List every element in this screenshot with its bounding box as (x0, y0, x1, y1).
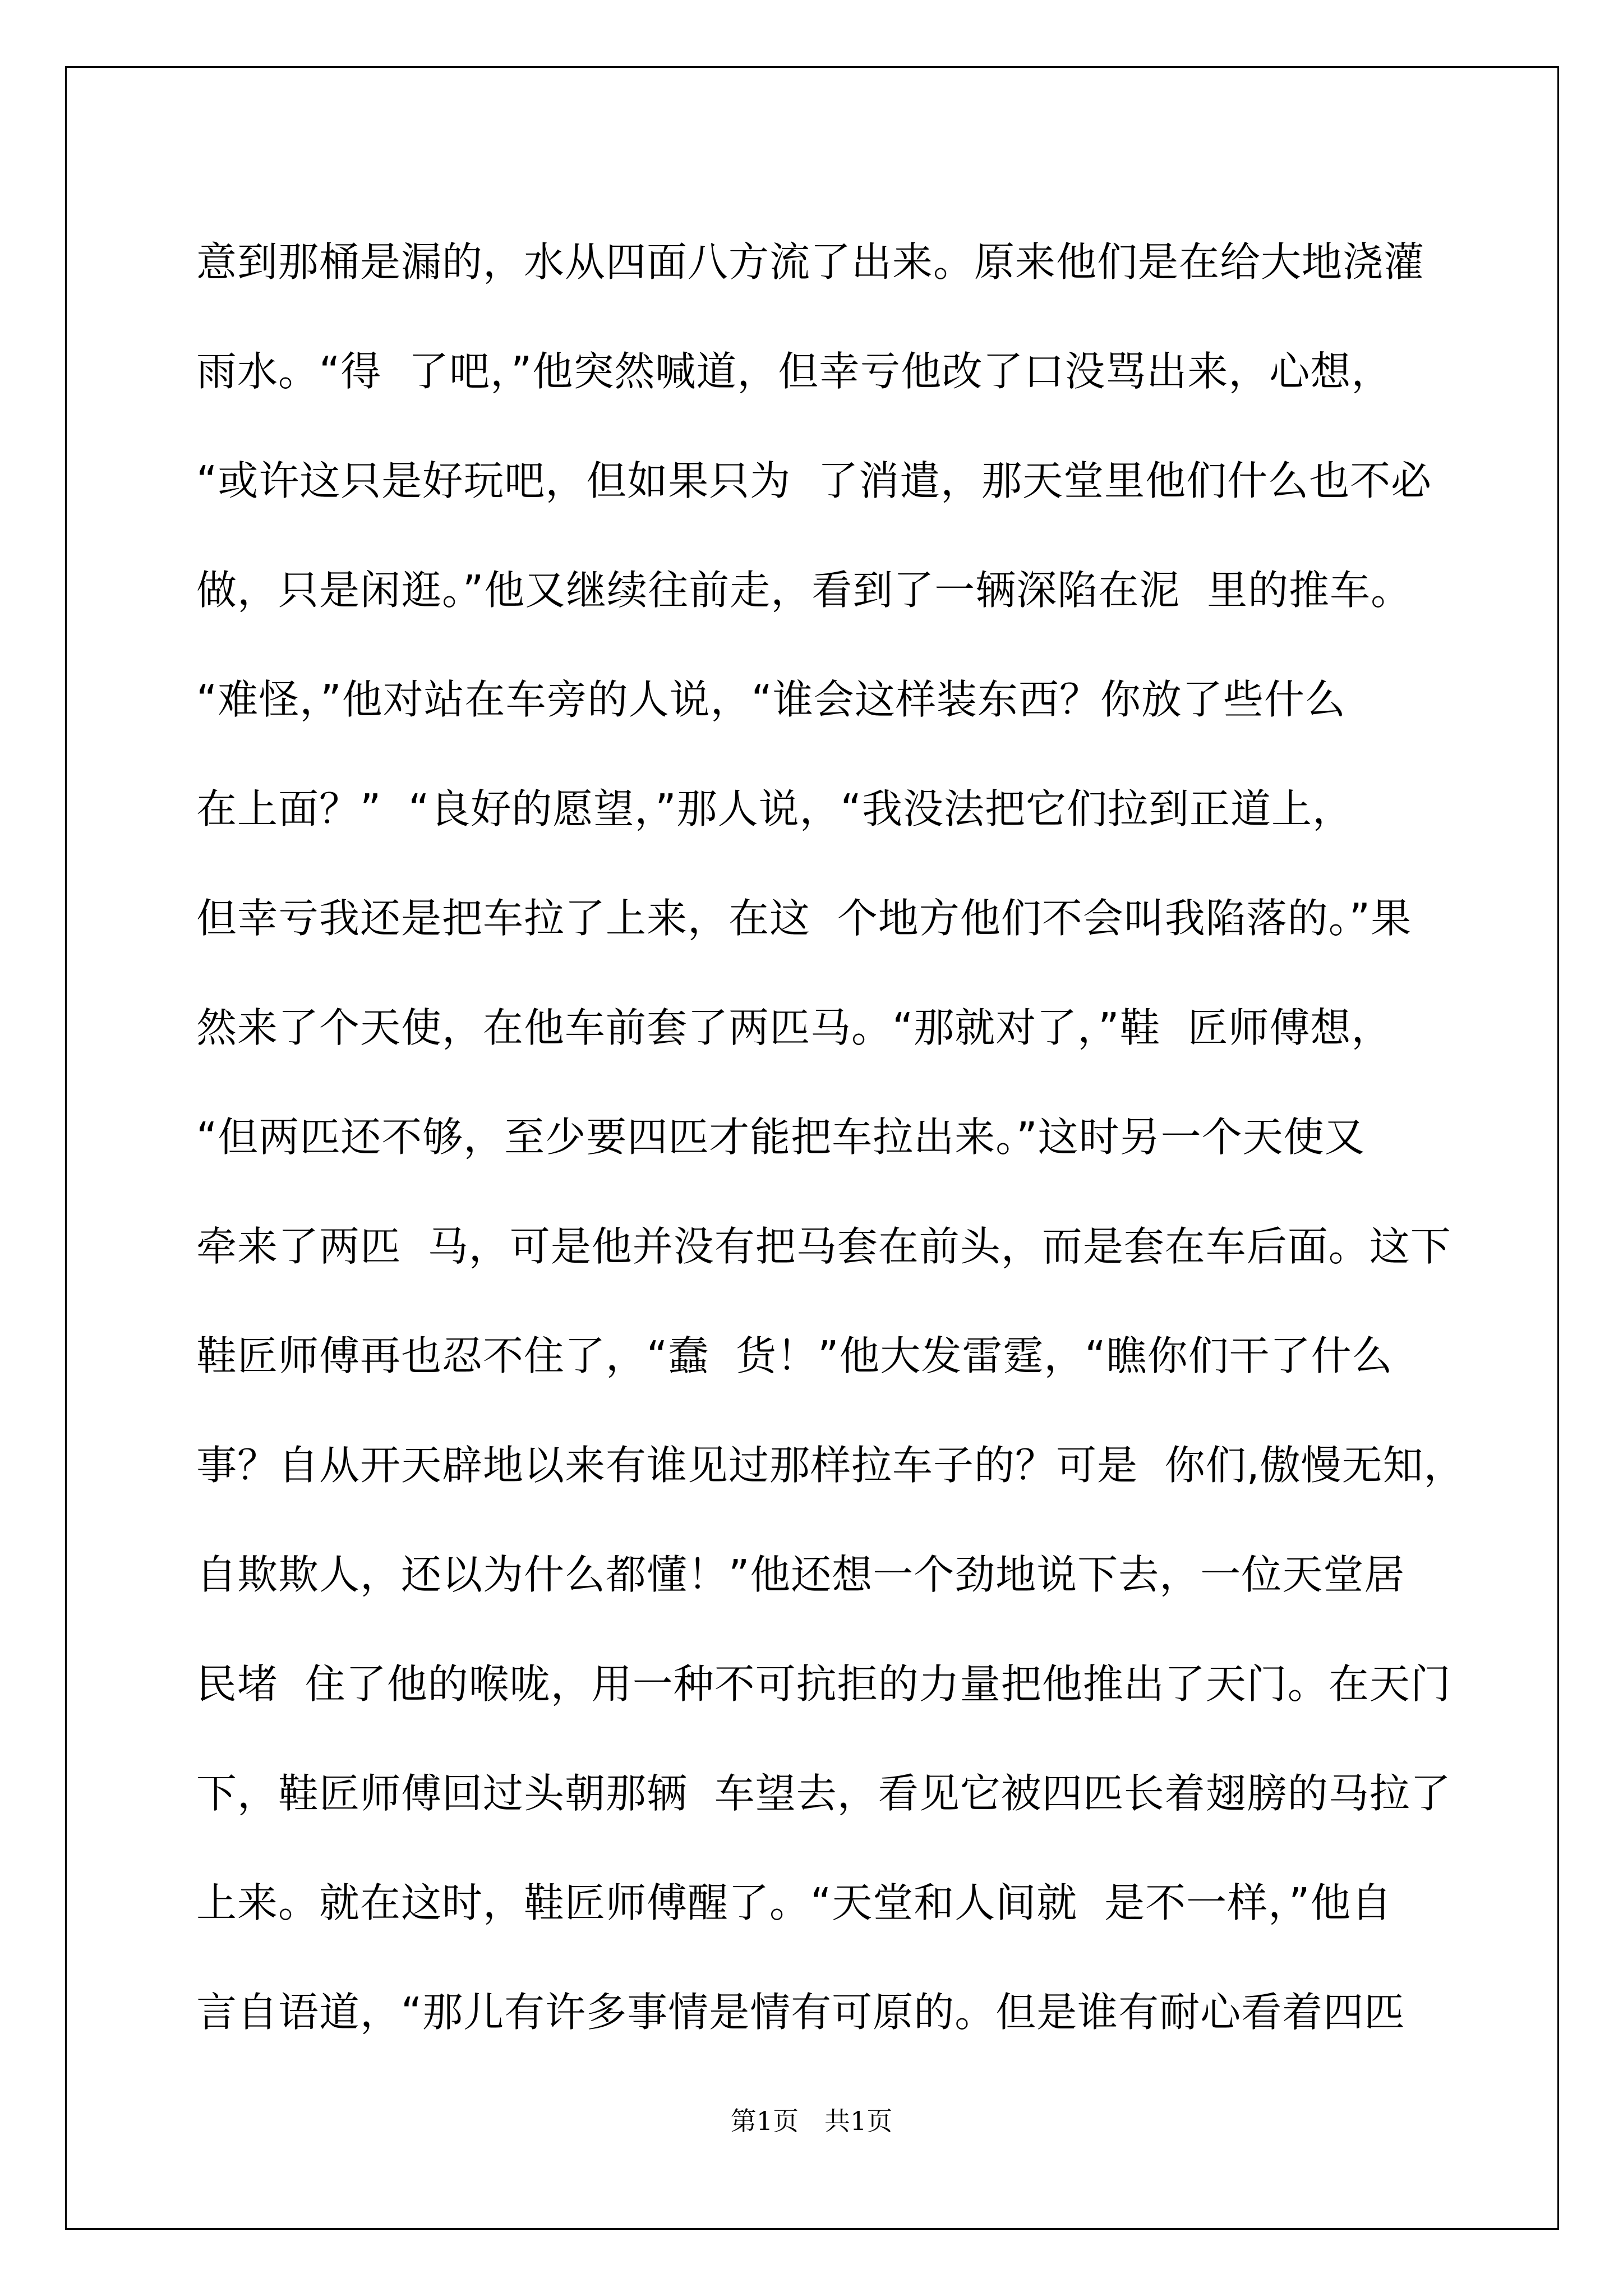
page-footer (0, 2101, 1623, 2138)
text-line: 下，鞋匠师傅回过头朝那辆 车望去，看见它被四匹长着翅膀的马拉了 (196, 1770, 1451, 1817)
text-line: “难怪，”他对站在车旁的人说，“谁会这样装东西？你放了些什么 (196, 676, 1346, 723)
page-total: 共1页 (824, 2106, 893, 2136)
text-line: 上来。就在这时，鞋匠师傅醒了。“天堂和人间就 是不一样，”他自 (196, 1879, 1393, 1926)
document-body (196, 208, 1465, 2067)
text-line: 雨水。“得 了吧，”他突然喊道，但幸亏他改了口没骂出来，心想， (196, 348, 1393, 395)
text-line: 然来了个天使，在他车前套了两匹马。“那就对了，”鞋 匠师傅想， (196, 1004, 1393, 1051)
text-line: 自欺欺人，还以为什么都懂！”他还想一个劲地说下去，一位天堂居 (196, 1551, 1405, 1598)
page-number: 第1页 (730, 2106, 799, 2136)
text-line: 意到那桶是漏的，水从四面八方流了出来。原来他们是在给大地浇灌 (196, 238, 1425, 286)
text-line: 民堵 住了他的喉咙，用一种不可抗拒的力量把他推出了天门。在天门 (196, 1660, 1451, 1708)
text-line: 事？自从开天辟地以来有谁见过那样拉车子的？可是 你们,傲慢无知， (196, 1442, 1465, 1489)
text-line: 鞋匠师傅再也忍不住了，“蠢 货！”他大发雷霆，“瞧你们干了什么 (196, 1332, 1393, 1379)
text-line: 做，只是闲逛。”他又继续往前走，看到了一辆深陷在泥 里的推车。 (196, 567, 1412, 614)
text-line: 言自语道，“那儿有许多事情是情有可原的。但是谁有耐心看着四匹 (196, 1989, 1405, 2036)
text-line: “或许这只是好玩吧，但如果只为 了消遣，那天堂里他们什么也不必 (196, 457, 1432, 504)
text-line: 但幸亏我还是把车拉了上来，在这 个地方他们不会叫我陷落的。”果 (196, 895, 1412, 942)
text-line: 在上面？” “良好的愿望，”那人说，“我没法把它们拉到正道上， (196, 785, 1353, 832)
text-line: “但两匹还不够，至少要四匹才能把车拉出来。”这时另一个天使又 (196, 1114, 1366, 1161)
text-line: 牵来了两匹 马，可是他并没有把马套在前头，而是套在车后面。这下 (196, 1223, 1451, 1270)
